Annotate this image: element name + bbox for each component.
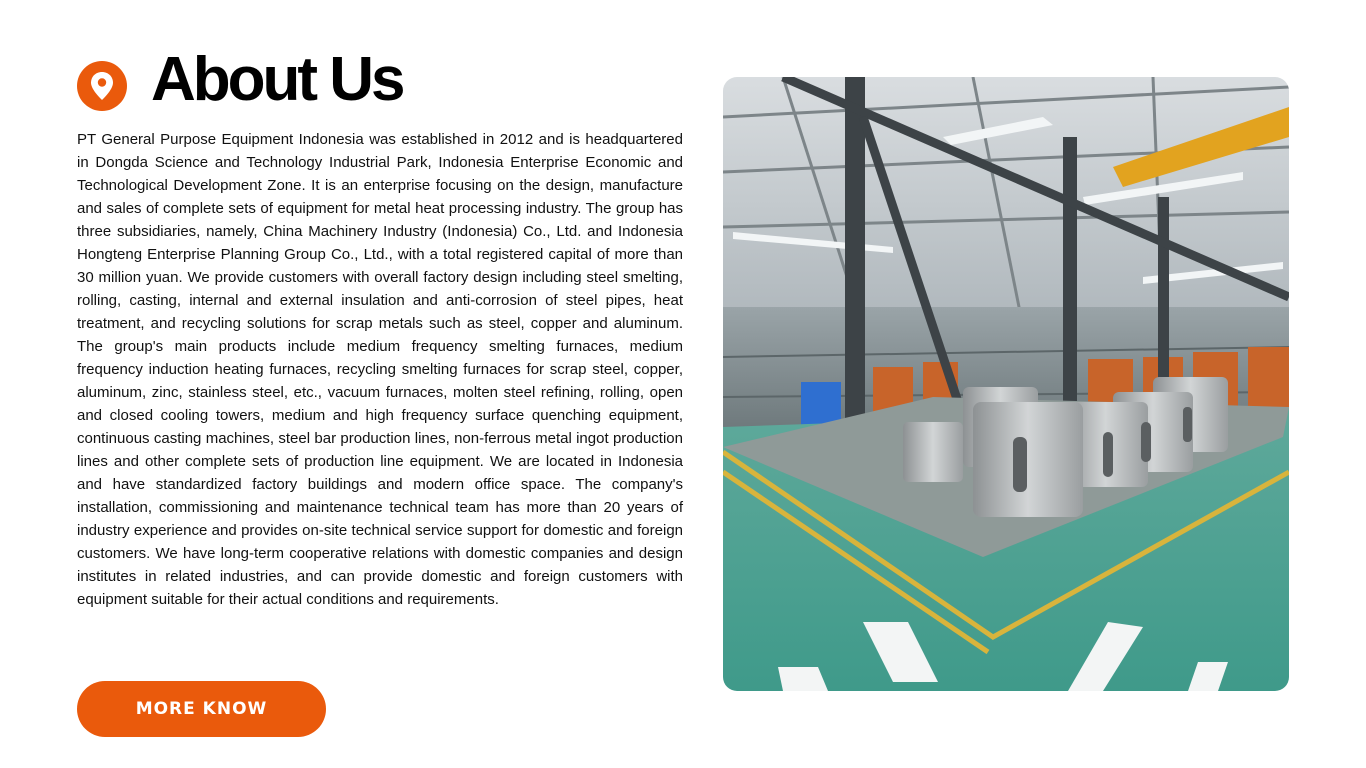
factory-photo [723,77,1289,691]
location-pin-icon [77,61,127,111]
page-title: About Us [151,45,403,114]
more-know-button[interactable]: MORE KNOW [77,681,326,737]
company-description: PT General Purpose Equipment Indonesia was established in 2012 and is headquartered in Dongda Science and Technology Industrial Park, Indonesia Enterprise Economic and Technological Development Zone. It is an enterprise focusing on the design, manufacture and sales of complete sets of equipment for metal heat processing industry. The group has three subsidiaries, namely, China Machinery Industry (Indonesia) Co., Ltd. and Indonesia Hongteng Enterprise Planning Group Co., Ltd., with a total registered capital of more than 30 million yuan. We provide customers with overall factory design including steel smelting, rolling, casting, internal and external insulation and anti-corrosion of steel pipes, heat treatment, and recycling solutions for scrap metals such as steel, copper and aluminum. The group's main products include medium frequency smelting furnaces, medium frequency induction heating furnaces, recycling smelting furnaces for scrap steel, copper, aluminum, zinc, stainless steel, etc., vacuum furnaces, molten steel refining, rolling, open and closed cooling towers, medium and high frequency surface quenching equipment, continuous casting machines, steel bar production lines, non-ferrous metal ingot production lines and other complete sets of production line equipment. We are located in Indonesia and have standardized factory buildings and modern office space. The company's installation, commissioning and maintenance technical team has more than 20 years of industry experience and provides on-site technical service support for domestic and foreign customers. We have long-term cooperative relations with domestic companies and design institutes in related industries, and can provide domestic and foreign customers with equipment suitable for their actual conditions and requirements. [77,131,683,608]
